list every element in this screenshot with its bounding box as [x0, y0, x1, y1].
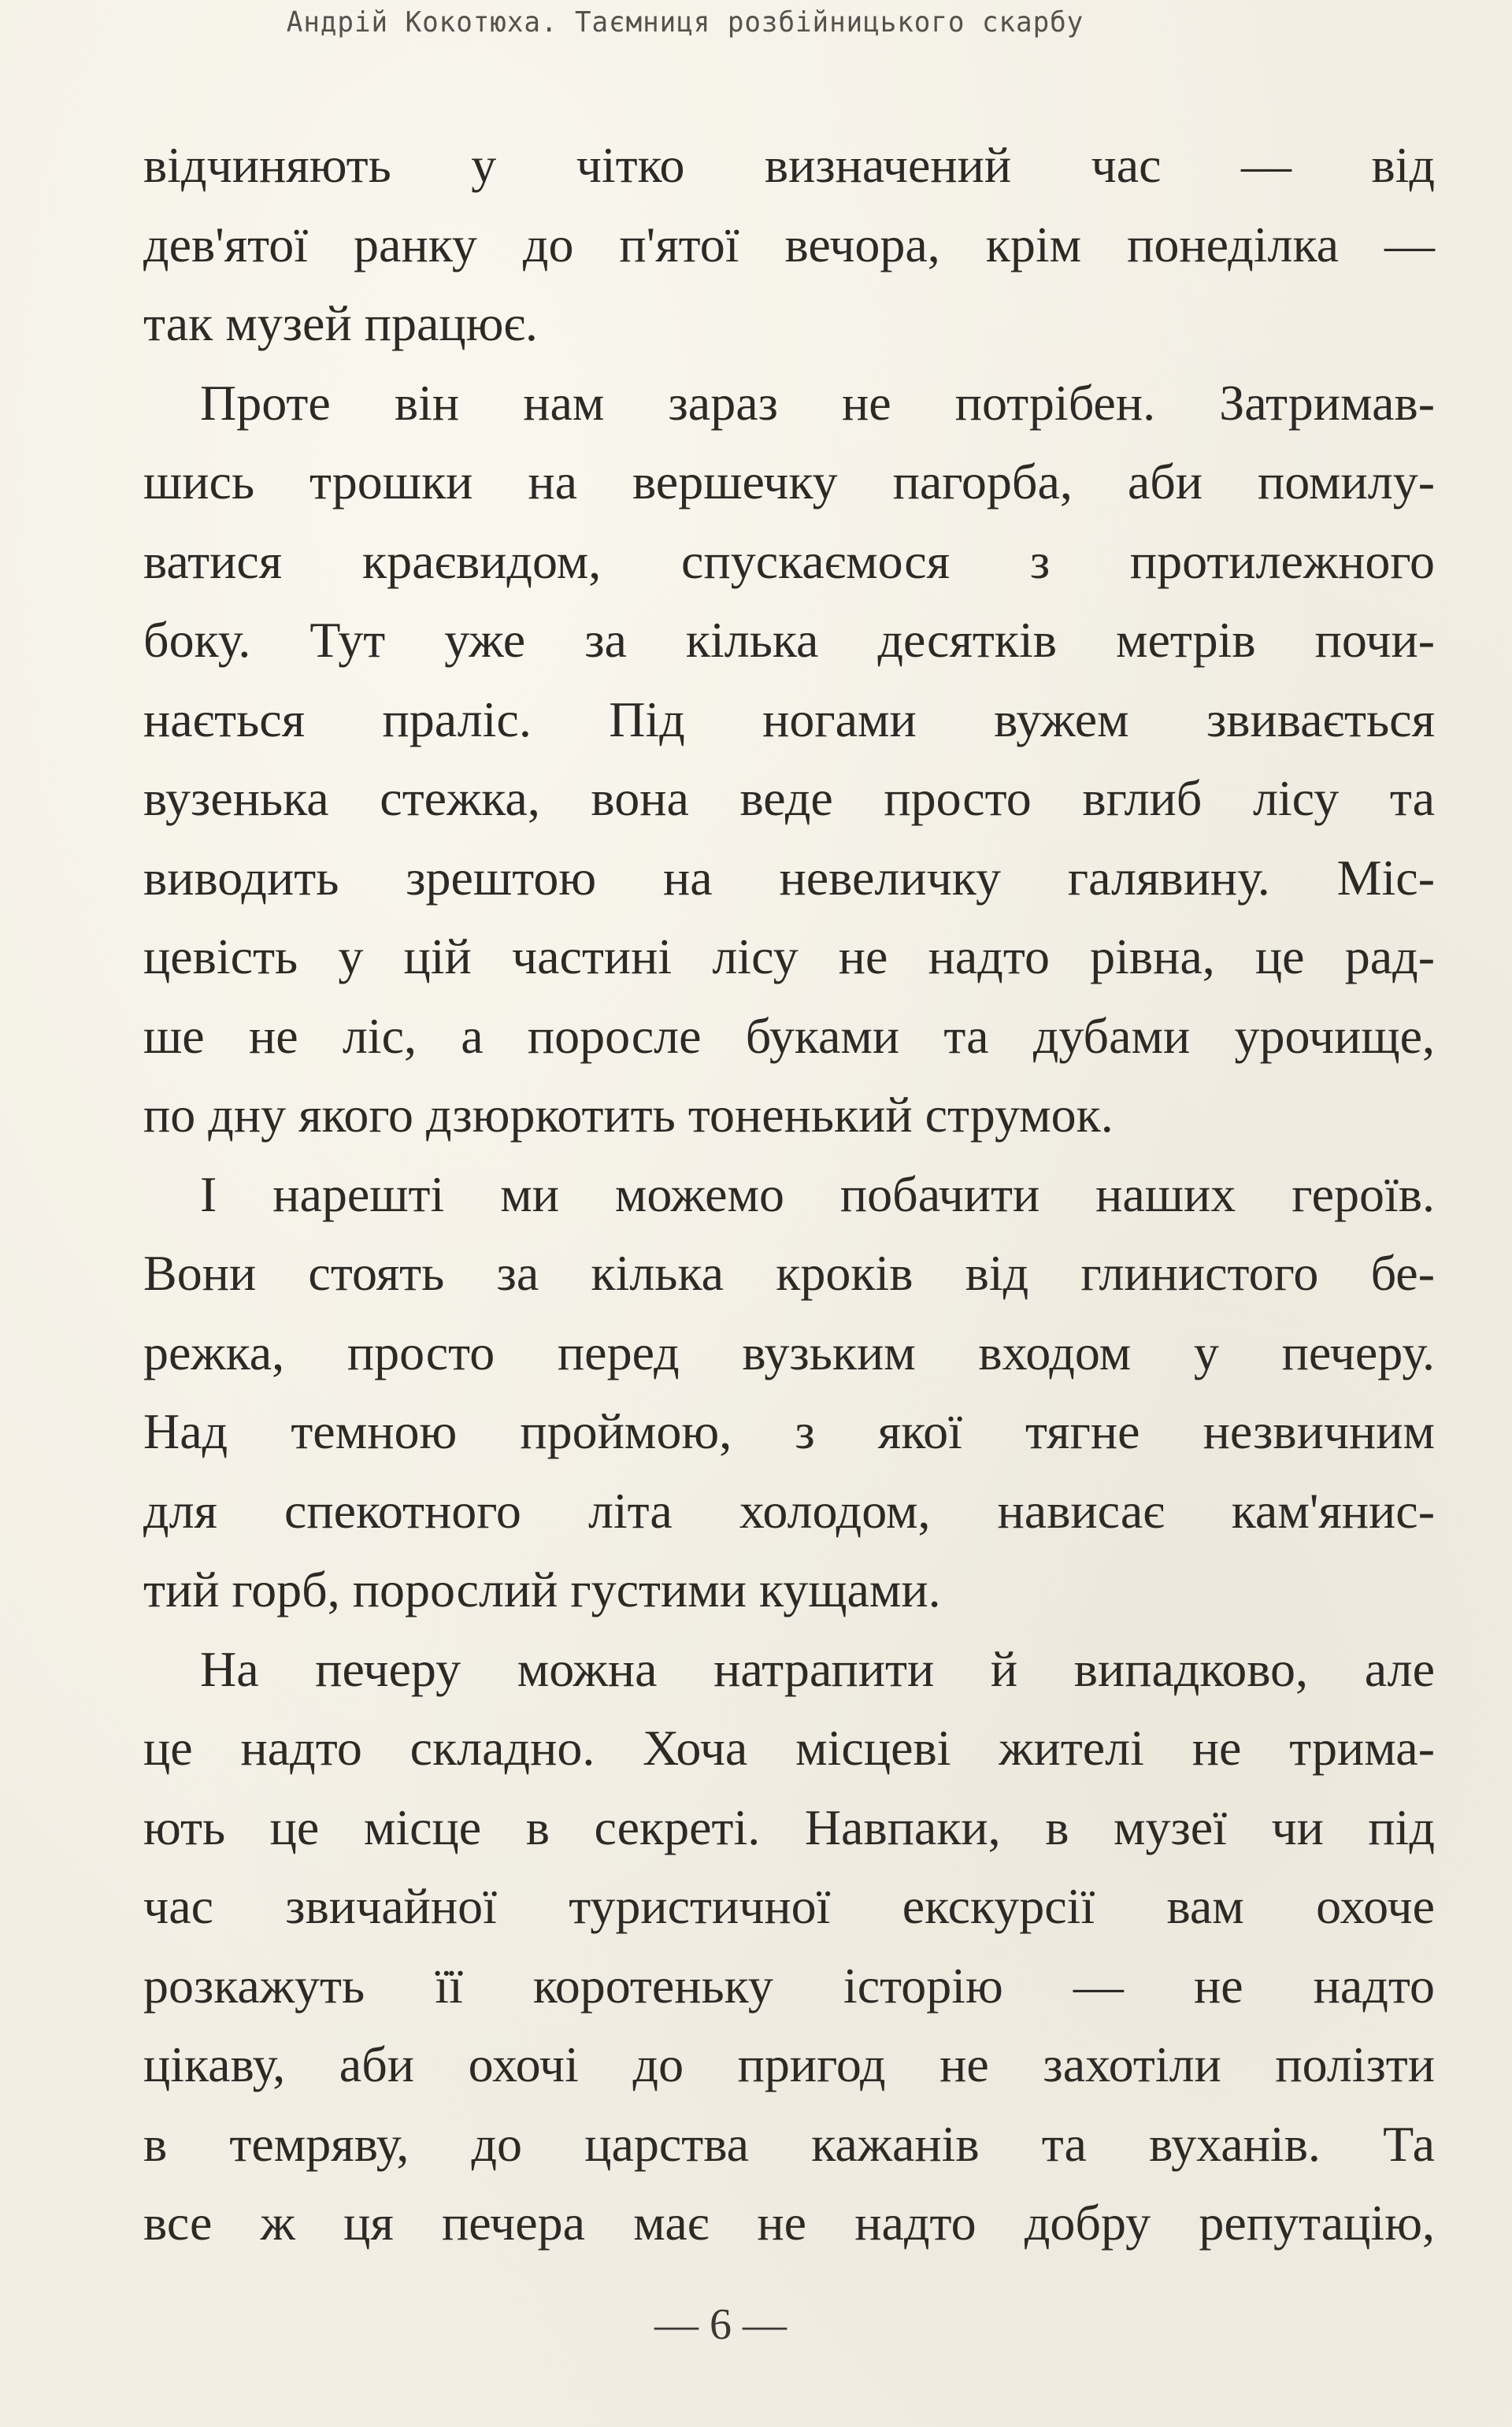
text-line: шись трошки на вершечку пагорба, аби помилу-	[143, 454, 1435, 509]
text-line: цевість у цій частині лісу не надто рівна, це рад-	[143, 928, 1435, 984]
text-line: вузенька стежка, вона веде просто вглиб лісу та	[143, 770, 1435, 826]
text-line: для спекотного літа холодом, нависає кам'янис-	[143, 1482, 1435, 1539]
text-line: Проте він нам зараз не потрібен. Затримав-	[200, 374, 1435, 431]
text-line: дев'ятої ранку до п'ятої вечора, крім понеділка —	[143, 216, 1435, 272]
text-line: ше не ліс, а поросле буками та дубами урочище,	[143, 1007, 1435, 1064]
text-line: виводить зрештою на невеличку галявину. Міс-	[143, 849, 1435, 906]
page-number: — 6 —	[654, 2300, 787, 2349]
text-line: тий горб, порослий густими кущами.	[143, 1562, 941, 1617]
body-text	[143, 126, 1435, 2263]
text-line: нається праліс. Під ногами вужем звивається	[143, 691, 1435, 747]
text-line: в темряву, до царства кажанів та вуханів. Та	[143, 2115, 1435, 2172]
running-header: Андрій Кокотюха. Таємниця розбійницького скарбу	[286, 6, 1084, 39]
text-line: І нарешті ми можемо побачити наших героїв.	[200, 1165, 1435, 1222]
text-line: ють це місце в секреті. Навпаки, в музеї чи під	[143, 1799, 1435, 1855]
text-line: цікаву, аби охочі до пригод не захотіли полізти	[143, 2036, 1435, 2092]
text-line: час звичайної туристичної екскурсії вам охоче	[143, 1878, 1435, 1934]
text-line: На печеру можна натрапити й випадково, але	[200, 1640, 1435, 1697]
text-line: все ж ця печера має не надто добру репутацію,	[143, 2195, 1435, 2251]
text-line: це надто складно. Хоча місцеві жителі не трима-	[143, 1720, 1435, 1776]
text-line: так музей працює.	[143, 295, 538, 351]
text-line: боку. Тут уже за кілька десятків метрів почи-	[143, 612, 1435, 668]
text-line: Над темною проймою, з якої тягне незвичним	[143, 1403, 1435, 1459]
text-line: розкажуть її коротеньку історію — не надто	[143, 1957, 1435, 2014]
text-line: ватися краєвидом, спускаємося з протилежного	[143, 532, 1435, 589]
text-line: Вони стоять за кілька кроків від глинистого бе-	[143, 1245, 1435, 1301]
text-line: режка, просто перед вузьким входом у печеру.	[143, 1324, 1435, 1380]
text-line: відчиняють у чітко визначений час — від	[143, 137, 1435, 193]
text-line: по дну якого дзюркотить тоненький струмок.	[143, 1087, 1114, 1143]
